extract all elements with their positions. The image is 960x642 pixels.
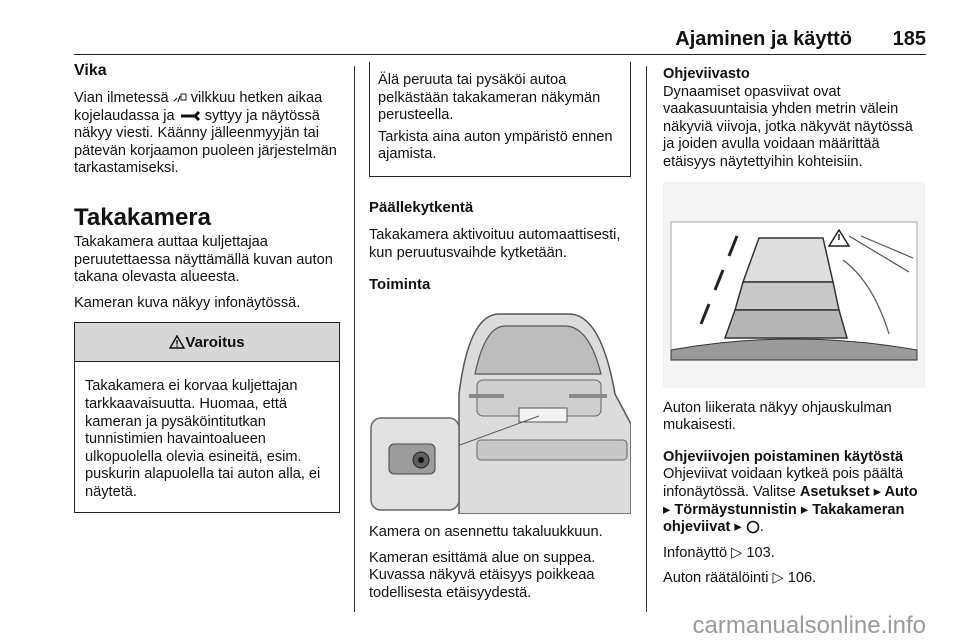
- column-right: [663, 66, 926, 596]
- vika-paragraph: Vian ilmetessä vilkkuu hetken aikaa kojelaudassa ja syttyy ja näytössä näkyy viesti. Käänny jälleenmyyjän tai pätevän korjaamon puoleen järjestelmän tarkastamiseksi.: [74, 90, 337, 177]
- intro-paragraph-2: Kameran kuva näkyy infonäytössä.: [74, 294, 301, 311]
- warning-box-continued: [369, 62, 631, 177]
- remove-heading: Ohjeviivojen poistaminen käytöstä: [663, 448, 904, 465]
- column-divider: [354, 66, 355, 612]
- guidelines-display-illustration: [663, 182, 925, 388]
- column-middle: [369, 66, 631, 611]
- reference-1: Infonäyttö ▷ 103.: [663, 544, 775, 561]
- caption-1: Kamera on asennettu takaluukkuun.: [369, 524, 603, 541]
- page-number: 185: [892, 28, 926, 50]
- warning-title: Varoitus: [185, 333, 245, 351]
- warning-continued-2: Tarkista aina auton ympäristö ennen ajamista.: [378, 128, 613, 163]
- caption-2: Kameran esittämä alue on suppea. Kuvassa näkyvä etäisyys poikkeaa todellisesta etäisyydestä.: [369, 549, 596, 601]
- warning-continued-1: Älä peruuta tai pysäköi autoa pelkästään takakameran näkymän perusteella.: [378, 72, 601, 124]
- warning-box: [74, 322, 340, 512]
- takakamera-heading: Takakamera: [74, 203, 211, 231]
- switch-heading: Päällekytkentä: [369, 198, 474, 216]
- car-rear-illustration: [369, 304, 631, 514]
- intro-paragraph: Takakamera auttaa kuljettajaa peruutettaessa näyttämällä kuvan auton takana olevasta alueesta.: [74, 233, 333, 286]
- page-header: [74, 0, 926, 55]
- column-left: [74, 62, 340, 513]
- column-divider: [646, 66, 647, 612]
- guide-heading: Ohjeviivasto: [663, 66, 750, 82]
- switch-text: Takakamera aktivoituu automaattisesti, kun peruutusvaihde kytketään.: [369, 226, 621, 261]
- warning-header: [75, 323, 339, 362]
- warning-text: Takakamera ei korvaa kuljettajan tarkkaavaisuutta. Huomaa, että kameran ja pysäköintitutkan tunnistimien havaintoalueen ulkopuolella olevia esineitä, esim. puskurin alapuolella tai auton alla, ei näytetä.: [85, 378, 321, 500]
- wrench-icon: [179, 110, 201, 122]
- chapter-title: Ajaminen ja käyttö: [675, 28, 852, 50]
- toggle-circle-icon: [746, 520, 760, 534]
- menu-path: Asetukset ▸ Auto ▸ Törmäystunnistin ▸ Takakameran ohjeviivat ▸: [663, 483, 918, 536]
- remove-text: Ohjeviivat voidaan kytkeä pois päältä infonäytössä. Valitse Asetukset ▸ Auto ▸ Törmäystunnistin ▸ Takakameran ohjeviivat ▸ .: [663, 466, 918, 536]
- reference-2: Auton räätälöinti ▷ 106.: [663, 570, 817, 587]
- function-heading: Toiminta: [369, 276, 431, 294]
- guide-text: Dynaamiset opasviivat ovat vaakasuuntaisia yhden metrin välein näkyviä viivoja, jotka näkyvät näytössä ja joiden avulla voidaan määrittää etäisyys näytettyihin kohteisiin.: [663, 83, 913, 170]
- warning-triangle-icon: [169, 335, 185, 349]
- vika-heading: Vika: [74, 62, 107, 79]
- camera-warning-icon: [173, 92, 187, 104]
- watermark: carmanualsonline.info: [692, 612, 926, 639]
- after-image-text: Auton liikerata näkyy ohjauskulman mukaisesti.: [663, 399, 892, 434]
